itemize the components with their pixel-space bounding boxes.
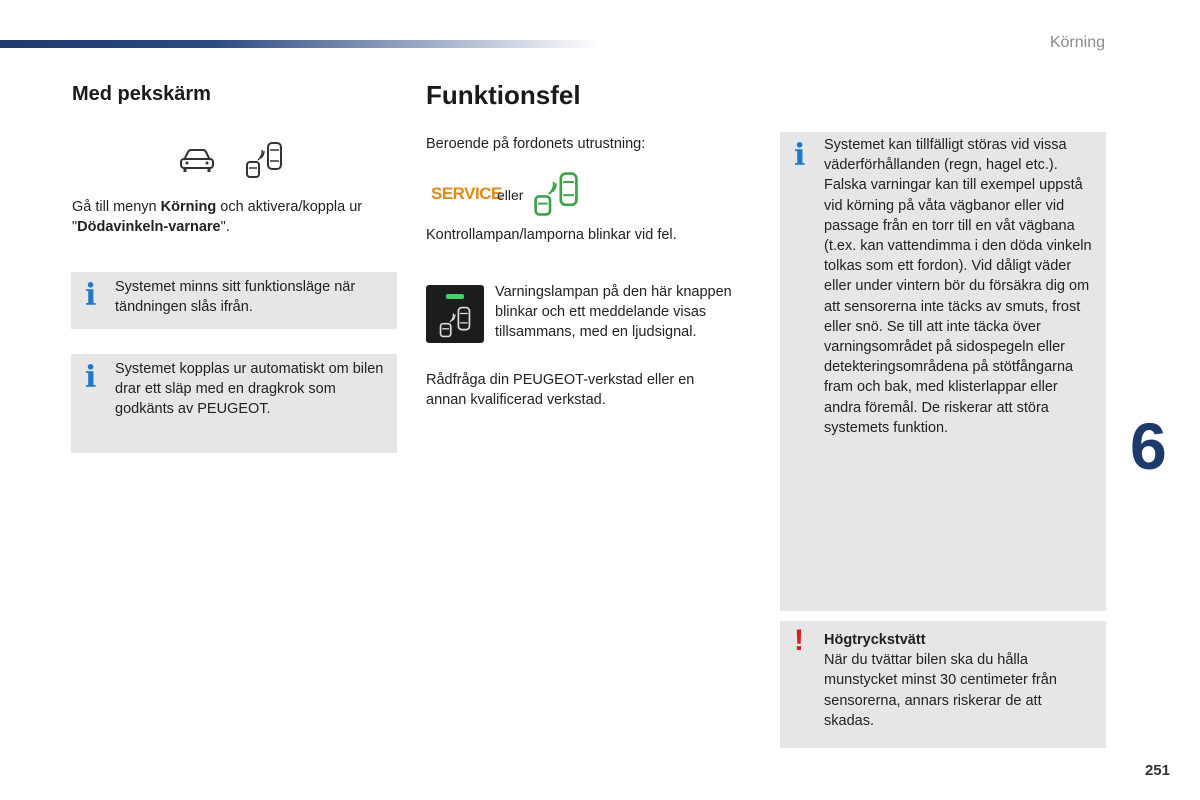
- button-warning-text: Varningslampan på den här knappen blinkar och ett meddelande visas tillsammans, med en ljudsignal.: [495, 284, 732, 340]
- info-icon: i: [85, 278, 97, 313]
- info-text-weather: Systemet kan tillfälligt störas vid vissa väderförhållanden (regn, hagel etc.). Falska varningar kan till exempel uppstå vid körning på våta vägbanor eller vid passage från en torr till en våt vägbana (t.ex. kan vattendimma i den döda vinkeln tolkas som ett fordon). Vid dåligt väder eller under vintern bör du försäkra dig om att sensorerna inte täcks av smuts, frost eller snö. Se till att inte täcka över varningsområdet på sidospegeln eller detekteringsområdena på stötfångarna fram och bak, med klisterlappar eller andra föremål. De riskerar att störa systemets funktion.: [824, 137, 1092, 436]
- info-box-weather: [780, 132, 1106, 611]
- info-icon: i: [794, 138, 806, 173]
- info-text-memory: Systemet minns sitt funktionsläge när tändningen slås ifrån.: [115, 279, 356, 316]
- warning-body: När du tvättar bilen ska du hålla munstycket minst 30 centimeter från sensorerna, annars riskerar de att skadas.: [824, 652, 1057, 729]
- warning-icon: !: [794, 624, 804, 657]
- warning-box-pressure-wash: [780, 621, 1106, 748]
- malfunction-title: Funktionsfel: [426, 80, 581, 110]
- car-icon: [178, 146, 216, 174]
- section-name: Körning: [1049, 34, 1105, 51]
- button-blind-spot-icon: [438, 305, 472, 339]
- blind-spot-button: [426, 285, 484, 343]
- info-icon: i: [85, 360, 97, 395]
- service-warning-icon: SERVICE: [431, 184, 502, 203]
- contact-workshop-text: Rådfråga din PEUGEOT-verkstad eller en annan kvalificerad verkstad.: [426, 372, 695, 408]
- equipment-intro: Beroende på fordonets utrustning:: [426, 136, 646, 152]
- touchscreen-title: Med pekskärm: [72, 83, 211, 105]
- info-box-memory: [71, 272, 397, 329]
- chapter-number: 6: [1130, 409, 1167, 483]
- page-number: 251: [1144, 762, 1170, 779]
- blind-spot-icon: [244, 140, 284, 180]
- info-box-trailer: [71, 354, 397, 453]
- touchscreen-instruction: Gå till menyn Körning och aktivera/koppla ur "Dödavinkeln-varnare".: [72, 199, 363, 235]
- button-led: [446, 294, 464, 299]
- warning-text: [824, 630, 1094, 731]
- lamp-flash-text: Kontrollampan/lamporna blinkar vid fel.: [426, 227, 677, 243]
- info-text-trailer: Systemet kopplas ur automatiskt om bilen drar ett släp med en dragkrok som godkänts av PEUGEOT.: [115, 361, 384, 418]
- or-label: eller: [497, 187, 524, 203]
- warning-title: Högtryckstvätt: [824, 632, 926, 648]
- blind-spot-warning-icon: [532, 170, 580, 218]
- header-bar: [0, 40, 600, 48]
